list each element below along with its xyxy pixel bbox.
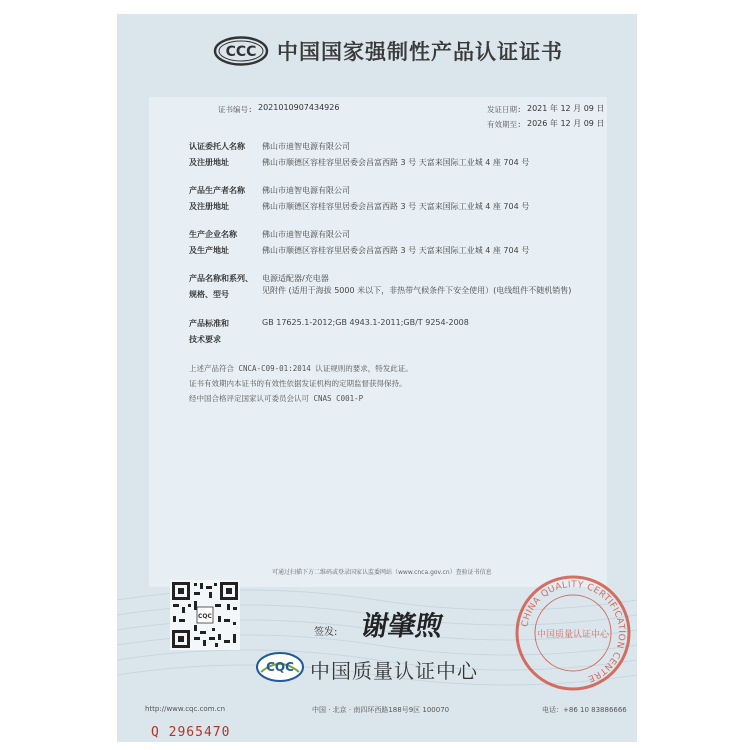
manufacturer-label-2: 及注册地址 (189, 202, 229, 211)
statement-line-1: 上述产品符合 CNCA-C09-01:2014 认证规则的要求，特发此证。 (189, 364, 413, 373)
applicant-label-2: 及注册地址 (189, 158, 229, 167)
applicant-name: 佛山市迪智电源有限公司 (262, 142, 350, 151)
product-spec: 见附件 (适用于海拔 5000 米以下，非热带气候条件下安全使用）(电线组件不随机销售) (262, 286, 572, 295)
official-seal-icon (513, 573, 633, 693)
certificate-header (213, 34, 563, 68)
qr-code-icon (170, 580, 240, 650)
product-label-2: 规格、型号 (189, 290, 229, 299)
issue-date-label: 发证日期: (487, 105, 522, 114)
standard-value: GB 17625.1-2012;GB 4943.1-2011;GB/T 9254-2008 (262, 318, 469, 327)
svg-text:CQC: CQC (198, 613, 212, 620)
qr-verification-note: 可通过扫描下方二维码或登录国家认监委网站（www.cnca.gov.cn）查验证书信息 (272, 569, 492, 576)
manufacturer-label: 产品生产者名称 (189, 186, 245, 195)
serial-number: Q 2965470 (151, 725, 231, 740)
product-label: 产品名称和系列、 (189, 274, 253, 283)
footer-website[interactable]: http://www.cqc.com.cn (145, 705, 226, 713)
manufacturer-address: 佛山市顺德区容桂容里居委会昌富西路 3 号 天富来国际工业城 4 座 704 号 (262, 202, 530, 211)
certificate-number-label: 证书编号: (218, 105, 253, 114)
factory-label: 生产企业名称 (189, 230, 237, 239)
signature: 谢肇煦 (358, 611, 446, 642)
ccc-logo-icon (213, 36, 269, 66)
expiry-date: 2026 年 12 月 09 日 (527, 119, 605, 128)
factory-label-2: 及生产地址 (189, 246, 229, 255)
applicant-address: 佛山市顺德区容桂容里居委会昌富西路 3 号 天富来国际工业城 4 座 704 号 (262, 158, 530, 167)
certificate-number: 2021010907434926 (258, 103, 340, 112)
svg-text:中国质量认证中心: 中国质量认证中心 (536, 630, 610, 640)
statement-line-3: 经中国合格评定国家认可委员会认可 CNAS C001-P (189, 394, 364, 403)
manufacturer-name: 佛山市迪智电源有限公司 (262, 186, 350, 195)
factory-address: 佛山市顺德区容桂容里居委会昌富西路 3 号 天富来国际工业城 4 座 704 号 (262, 246, 530, 255)
factory-name: 佛山市迪智电源有限公司 (262, 230, 350, 239)
svg-text:CCC: CCC (225, 44, 257, 60)
organization-name: 中国质量认证中心 (310, 659, 478, 683)
svg-text:CHINA QUALITY CERTIFICATION CE: CHINA QUALITY CERTIFICATION CENTRE (520, 579, 627, 684)
issue-date: 2021 年 12 月 09 日 (527, 104, 605, 113)
product-name: 电源适配器/充电器 (262, 274, 329, 283)
svg-text:CQC: CQC (266, 660, 294, 674)
footer-address: 中国 · 北京 · 南四环西路188号9区 100070 (312, 706, 450, 714)
standard-label-2: 技术要求 (189, 335, 221, 344)
cqc-logo-icon (255, 651, 305, 683)
statement-line-2: 证书有效期内本证书的有效性依据发证机构的定期监督获得保持。 (189, 379, 407, 388)
expiry-date-label: 有效期至: (487, 120, 522, 129)
standard-label: 产品标准和 (189, 319, 229, 328)
applicant-label: 认证委托人名称 (189, 142, 245, 151)
certificate-title: 中国国家强制性产品认证证书 (277, 40, 563, 64)
signature-label: 签发: (314, 627, 338, 638)
footer-phone: 电话：+86 10 83886666 (542, 706, 627, 714)
